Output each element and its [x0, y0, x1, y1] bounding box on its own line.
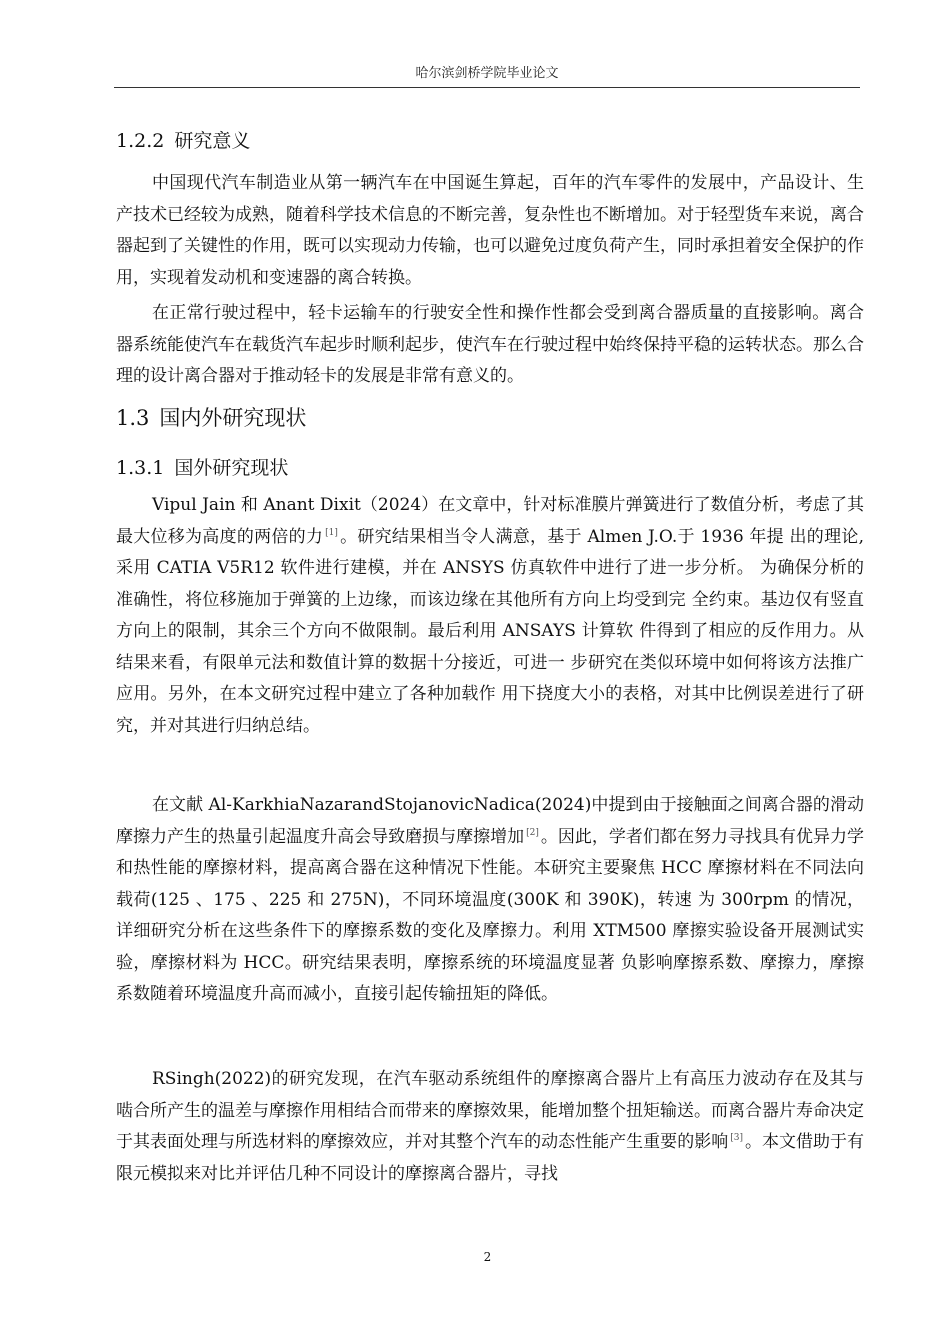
paragraph-text: RSingh(2022)的研究发现，在汽车驱动系统组件的摩擦离合器片上有高压力波动存在及其与啮合所产生的温差与摩擦作用相结合而带来的摩擦效果，能增加整个扭矩输送。而离合器片寿命决定于其表面处理与所选材料的摩擦效应，并对其整个汽车的动态性能产生重要的影响	[116, 1069, 864, 1152]
page-header-title: 哈尔滨剑桥学院毕业论文	[415, 66, 559, 81]
paragraph-text: 。研究结果相当令人满意，基于 Almen J.O.于 1936 年提 出的理论,采用 CATIA V5R12 软件进行建模，并在 ANSYS 仿真软件中进行了进一步分析。 为确保分析的准确性，将位移施加于弹簧的上边缘，而该边缘在其他所有方向上均受到完 全约束。基边仅有竖直方向上的限制，其余三个方向不做限制。最后利用 ANSAYS 计算软 件得到了相应的反作用力。从结果来看，有限单元法和数值计算的数据十分接近，可进一 步研究在类似环境中如何将该方法推广应用。另外，在本文研究过程中建立了各种加载作 用下挠度大小的表格，对其中比例误差进行了研究，并对其进行归纳总结。	[116, 526, 864, 736]
paragraph-text: 在文献 Al-KarkhiaNazarandStojanovicNadica(2024)中提到由于接触面之间离合器的滑动摩擦力产生的热量引起温度升高会导致磨损与摩擦增加	[116, 795, 864, 847]
citation-ref: [1]	[325, 527, 338, 538]
section-title: 国外研究现状	[174, 457, 289, 479]
paragraph-significance-2: 在正常行驶过程中，轻卡运输车的行驶安全性和操作性都会受到离合器质量的直接影响。离合器系统能使汽车在载货汽车起步时顺利起步，使汽车在行驶过程中始终保持平稳的运转状态。那么合理的设计离合器对于推动轻卡的发展是非常有意义的。	[116, 303, 864, 386]
paragraph-foreign-research-2	[116, 790, 864, 1011]
header-rule	[114, 87, 860, 88]
section-title: 国内外研究现状	[159, 406, 307, 430]
paragraph-text: Vipul Jain 和 Anant Dixit（2024）在文章中，针对标准膜片弹簧进行了数值分析，考虑了其最大位移为高度的两倍的力	[116, 495, 864, 547]
paragraph-text: 。本文借助于有限元模拟来对比并评估几种不同设计的摩擦离合器片，寻找	[116, 1132, 865, 1184]
section-number: 1.3	[116, 406, 150, 430]
section-number: 1.2.2	[116, 130, 165, 152]
section-number: 1.3.1	[116, 457, 165, 479]
paragraph-foreign-research-1	[116, 490, 864, 742]
section-heading-1-2-2	[116, 126, 250, 153]
page-number: 2	[483, 1250, 492, 1264]
section-title: 研究意义	[174, 130, 251, 152]
paragraph-significance-1: 中国现代汽车制造业从第一辆汽车在中国诞生算起，百年的汽车零件的发展中，产品设计、生产技术已经较为成熟，随着科学技术信息的不断完善，复杂性也不断增加。对于轻型货车来说，离合器起到了关键性的作用，既可以实现动力传输，也可以避免过度负荷产生，同时承担着安全保护的作用，实现着发动机和变速器的离合转换。	[116, 173, 864, 288]
section-heading-1-3-1	[116, 453, 288, 480]
citation-ref: [2]	[526, 827, 539, 838]
citation-ref: [3]	[730, 1133, 743, 1143]
paragraph-foreign-research-3	[116, 1064, 864, 1190]
section-heading-1-3	[116, 402, 306, 432]
paragraph-text: 。因此，学者们都在努力寻找具有优异力学和热性能的摩擦材料，提高离合器在这种情况下性能。本研究主要聚焦 HCC 摩擦材料在不同法向载荷(125 、175 、225 和 275N)，不同环境温度(300K 和 390K)，转速 为 300rpm 的情况，详细研究分析在这些条件下的摩擦系数的变化及摩擦力。利用 XTM500 摩擦实验设备开展测试实验，摩擦材料为 HCC。研究结果表明，摩擦系统的环境温度显著 负影响摩擦系数、摩擦力，摩擦系数随着环境温度升高而减小，直接引起传输扭矩的降低。	[116, 826, 865, 1004]
